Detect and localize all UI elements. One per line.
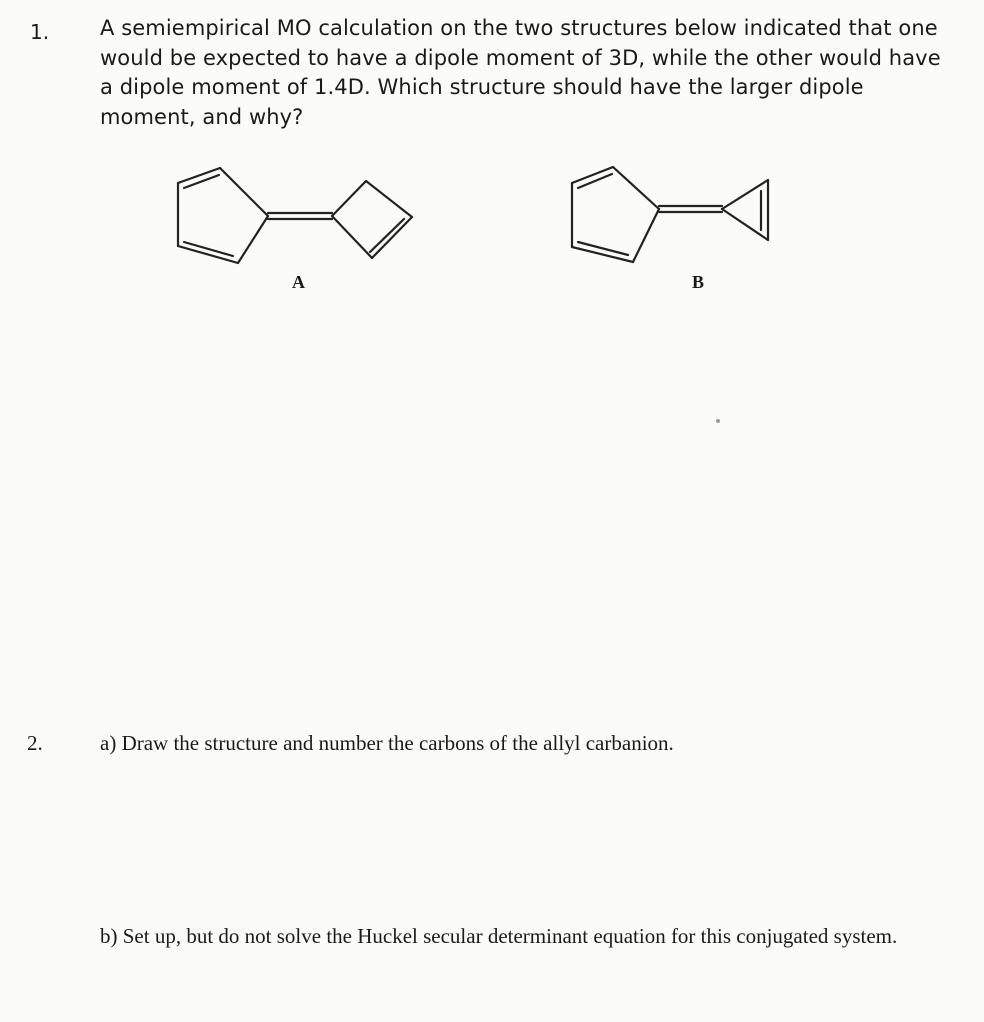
structure-a bbox=[160, 150, 440, 285]
question-2-part-b: b) Set up, but do not solve the Huckel secular determinant equation for this conjugated system. bbox=[100, 924, 898, 948]
question-1-text: A semiempirical MO calculation on the two structures below indicated that one would be expected to have a dipole moment of 3D, while the other would have a dipole moment of 1.4D. Which structure should have the larger dipole moment, and why? bbox=[100, 16, 941, 129]
scan-speck bbox=[716, 419, 720, 423]
question-2-number: 2. bbox=[27, 731, 43, 755]
question-1-number: 1. bbox=[30, 20, 50, 44]
structure-b-label: B bbox=[692, 272, 705, 292]
question-2-part-a: a) Draw the structure and number the carbons of the allyl carbanion. bbox=[100, 731, 674, 755]
structure-b bbox=[555, 150, 795, 285]
structure-b-drawing bbox=[555, 150, 795, 280]
structure-a-label: A bbox=[292, 272, 305, 292]
structure-a-drawing bbox=[160, 150, 440, 280]
